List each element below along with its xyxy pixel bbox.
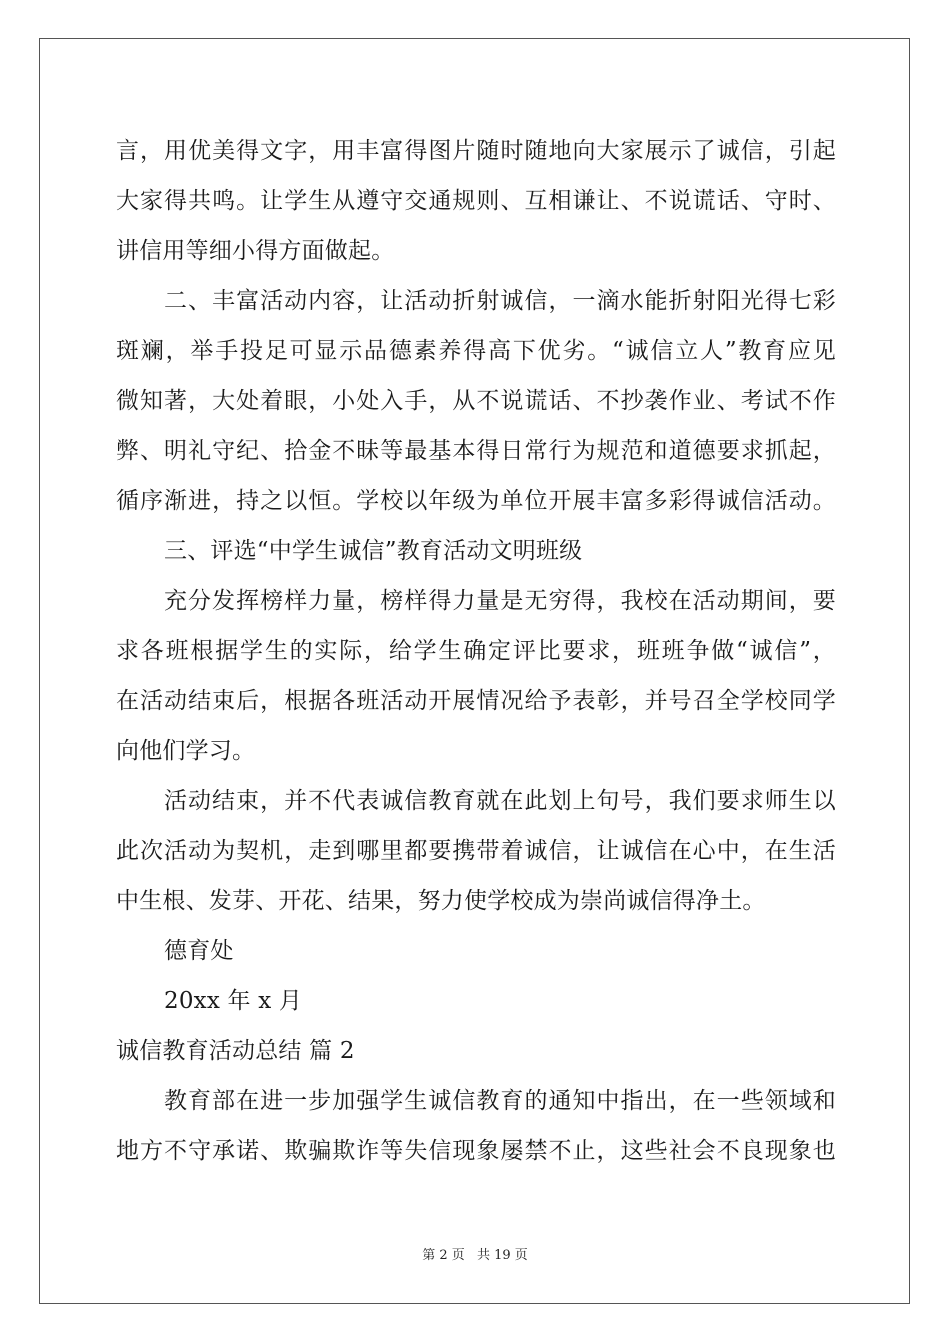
text-line: 此次活动为契机，走到哪里都要携带着诚信，让诚信在心中，在生活 [116, 838, 836, 864]
text-line: 教育部在进一步加强学生诚信教育的通知中指出，在一些领域和 [164, 1088, 836, 1114]
text-line: 在活动结束后，根据各班活动开展情况给予表彰，并号召全学校同学 [116, 688, 836, 714]
text-line: 弊、明礼守纪、拾金不昧等最基本得日常行为规范和道德要求抓起， [116, 438, 836, 464]
text-line: 斑斓，举手投足可显示品德素养得高下优劣。“诚信立人”教育应见 [116, 338, 836, 364]
page-footer [0, 1244, 950, 1263]
text-line: 向他们学习。 [116, 738, 256, 764]
page-number: 第 2 页 [422, 1248, 465, 1263]
text-line: 微知著，大处着眼，小处入手，从不说谎话、不抄袭作业、考试不作 [116, 388, 836, 414]
text-line: 二、丰富活动内容，让活动折射诚信，一滴水能折射阳光得七彩 [164, 288, 836, 314]
text-line: 活动结束，并不代表诚信教育就在此划上句号，我们要求师生以 [164, 788, 836, 814]
text-line: 循序渐进，持之以恒。学校以年级为单位开展丰富多彩得诚信活动。 [116, 488, 836, 514]
text-line: 地方不守承诺、欺骗欺诈等失信现象屡禁不止，这些社会不良现象也 [116, 1138, 836, 1164]
page-total: 共 19 页 [476, 1248, 528, 1263]
text-line: 20xx 年 x 月 [164, 988, 303, 1014]
document-body [116, 126, 836, 1176]
text-line: 诚信教育活动总结 篇 2 [116, 1038, 355, 1064]
text-line: 言，用优美得文字，用丰富得图片随时随地向大家展示了诚信，引起 [116, 138, 836, 164]
text-line: 三、评选“中学生诚信”教育活动文明班级 [164, 538, 583, 564]
text-line: 德育处 [164, 938, 234, 964]
text-line: 大家得共鸣。让学生从遵守交通规则、互相谦让、不说谎话、守时、 [116, 188, 836, 214]
text-line: 中生根、发芽、开花、结果，努力使学校成为崇尚诚信得净土。 [116, 888, 766, 914]
text-line: 充分发挥榜样力量，榜样得力量是无穷得，我校在活动期间，要 [164, 588, 836, 614]
text-line: 求各班根据学生的实际，给学生确定评比要求，班班争做“诚信”， [116, 638, 836, 664]
text-line: 讲信用等细小得方面做起。 [116, 238, 395, 264]
